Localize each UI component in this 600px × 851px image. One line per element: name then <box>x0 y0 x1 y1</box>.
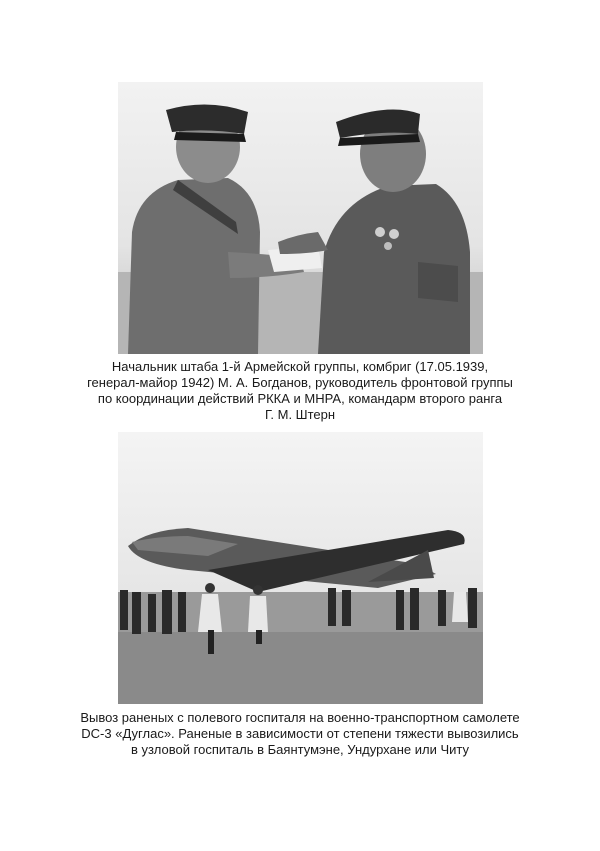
photo-caption <box>60 710 540 758</box>
photo-aircraft-airfield <box>118 432 483 704</box>
caption-line: в узловой госпиталь в Баянтумэне, Ундурхане или Читу <box>130 742 470 757</box>
caption-line: DC-3 «Дуглас». Раненые в зависимости от степени тяжести вывозились <box>81 726 519 741</box>
caption-line: по координации действий РККА и МНРА, командарм второго ранга <box>97 391 503 406</box>
photo-two-officers <box>118 82 483 354</box>
caption-line: Начальник штаба 1-й Армейской группы, комбриг (17.05.1939, <box>111 359 489 374</box>
caption-line: генерал-майор 1942) М. А. Богданов, руководитель фронтовой группы <box>87 375 513 390</box>
caption-line: Вывоз раненых с полевого госпиталя на военно-транспортном самолете <box>80 710 520 725</box>
caption-line: Г. М. Штерн <box>264 407 336 422</box>
photo-caption <box>60 359 540 423</box>
